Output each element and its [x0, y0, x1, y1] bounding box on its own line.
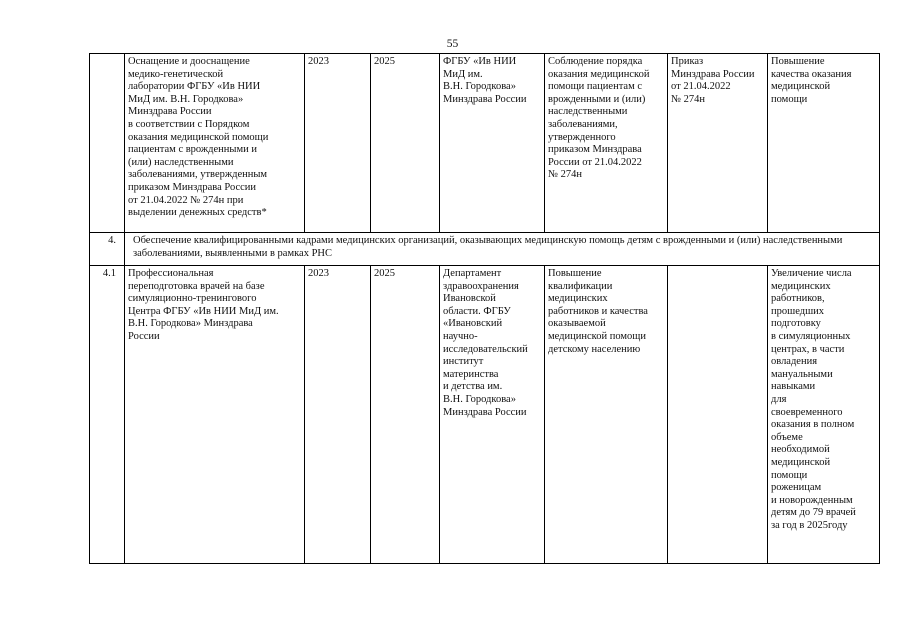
page-number: 55: [446, 38, 459, 50]
executor-cell: ФГБУ «Ив НИИ МиД им. В.Н. Городкова» Минздрава России: [440, 54, 545, 233]
row-number-cell: 4.1: [90, 266, 125, 564]
table-row: [90, 266, 880, 564]
row-number-cell: [90, 54, 125, 233]
indicator-cell: Увеличение числа медицинских работников, прошедших подготовку в симуляционных центрах, в части овладения мануальными навыками для своевременного оказания в полном объеме необходимой медицинской помощи роженицам и новорожденным детям до 79 врачей за год в 2025году: [768, 266, 880, 564]
end-year-cell: 2025: [371, 54, 440, 233]
table-row: [90, 54, 880, 233]
result-cell: Повышение квалификации медицинских работников и качества оказываемой медицинской помощи детскому населению: [545, 266, 668, 564]
indicator-cell: Повышение качества оказания медицинской помощи: [768, 54, 880, 233]
section-row: [90, 233, 880, 266]
start-year-cell: 2023: [305, 266, 371, 564]
end-year-cell: 2025: [371, 266, 440, 564]
result-cell: Соблюдение порядка оказания медицинской помощи пациентам с врожденными и (или) наследственными заболеваниями, утвержденного приказом Минздрава России от 21.04.2022 № 274н: [545, 54, 668, 233]
section-number: 4.: [90, 233, 125, 266]
measure-cell: Оснащение и дооснащение медико-генетической лаборатории ФГБУ «Ив НИИ МиД им. В.Н. Городкова» Минздрава России в соответствии с Порядком оказания медицинской помощи пациентам с врожденными и (или) наследственными заболеваниями, утвержденным приказом Минздрава России от 21.04.2022 № 274н при выделении денежных средств*: [125, 54, 305, 233]
executor-cell: Департамент здравоохранения Ивановской области. ФГБУ «Ивановский научно- исследовательский институт материнства и детства им. В.Н. Городкова» Минздрава России: [440, 266, 545, 564]
measures-table: [89, 53, 880, 564]
section-title: Обеспечение квалифицированными кадрами медицинских организаций, оказывающих медицинскую помощь детям с врожденными и (или) наследственными заболеваниями, выявленными в рамках РНС: [125, 233, 880, 266]
document-cell: Приказ Минздрава России от 21.04.2022 № 274н: [668, 54, 768, 233]
document-cell: [668, 266, 768, 564]
start-year-cell: 2023: [305, 54, 371, 233]
measure-cell: Профессиональная переподготовка врачей на базе симуляционно-тренингового Центра ФГБУ «Ив НИИ МиД им. В.Н. Городкова» Минздрава России: [125, 266, 305, 564]
